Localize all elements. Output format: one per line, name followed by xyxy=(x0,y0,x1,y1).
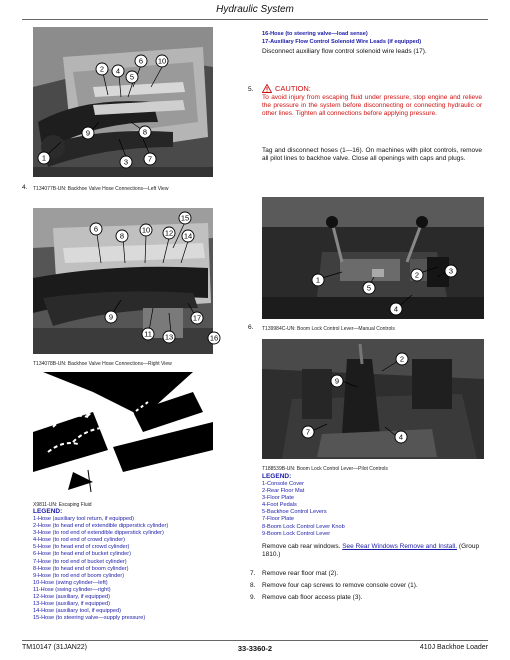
svg-text:6: 6 xyxy=(93,224,99,234)
callout-4 xyxy=(112,65,124,77)
callout-9 xyxy=(331,375,343,387)
figure-right-caption: T134078B-UN: Backhoe Valve Hose Connections—Right View xyxy=(33,361,172,367)
footer-rule xyxy=(22,640,488,641)
svg-text:11: 11 xyxy=(144,329,152,339)
legend-left-item: 15-Hose (to steering valve—supply pressure) xyxy=(33,615,146,622)
svg-text:9: 9 xyxy=(334,376,340,386)
figure-pilot-controls-caption: T188539B-UN: Boom Lock Control Lever—Pilot Controls xyxy=(262,466,388,472)
callout-6 xyxy=(135,55,147,67)
figure-pilot-callouts xyxy=(262,339,484,459)
callout-8 xyxy=(116,230,128,242)
legend-right-title: LEGEND: xyxy=(262,473,292,480)
svg-text:4: 4 xyxy=(398,432,404,442)
svg-text:12: 12 xyxy=(164,228,174,238)
callout-5 xyxy=(363,282,375,294)
callout-4 xyxy=(395,431,407,443)
svg-text:7: 7 xyxy=(305,427,311,437)
figure-right-view-photo xyxy=(33,208,213,354)
tag-disconnect-paragraph: Tag and disconnect hoses (1—16). On machines with pilot controls, remove all pilot lines to backhoe valve. Close all openings with caps and plugs. xyxy=(262,147,482,163)
figure-manual-controls-caption: T139984C-UN: Boom Lock Control Lever—Manual Controls xyxy=(262,326,395,332)
callout-3 xyxy=(445,265,457,277)
remove-cab-windows-text: Remove cab rear windows. xyxy=(262,543,341,550)
svg-text:5: 5 xyxy=(129,72,135,82)
svg-text:1: 1 xyxy=(41,153,47,163)
legend-left-item: 2-Hose (to head end of extendible dipperstick cylinder) xyxy=(33,523,169,530)
svg-text:4: 4 xyxy=(393,304,399,314)
step-8-number: 8. xyxy=(250,582,256,589)
callout-3 xyxy=(120,156,132,168)
legend-right-item: 7-Floor Plate xyxy=(262,516,295,523)
legend-left-title: LEGEND: xyxy=(33,508,63,515)
svg-text:2: 2 xyxy=(414,270,420,280)
svg-text:6: 6 xyxy=(138,56,144,66)
legend-left-item: 5-Hose (to head end of crowd cylinder) xyxy=(33,544,130,551)
legend-left-item: 11-Hose (swing cylinder—right) xyxy=(33,586,111,593)
callout-15 xyxy=(179,212,191,224)
figure-escaping-fluid-caption: X9811-UN: Escaping Fluid xyxy=(33,502,92,508)
callout-12 xyxy=(163,227,175,239)
callout-11 xyxy=(142,328,154,340)
footer-machine-name: 410J Backhoe Loader xyxy=(419,644,488,651)
figure-pilot-controls-photo xyxy=(262,339,484,459)
legend-left-item: 9-Hose (to rod end of boom cylinder) xyxy=(33,572,125,579)
svg-text:2: 2 xyxy=(99,64,105,74)
callout-2 xyxy=(396,353,408,365)
callout-1 xyxy=(38,152,50,164)
warning-triangle-icon xyxy=(262,84,272,93)
figure-left-view-photo xyxy=(33,27,213,177)
legend-left-item: 4-Hose (to rod end of crowd cylinder) xyxy=(33,537,126,544)
step-9-number: 9. xyxy=(250,594,256,601)
legend-right-item: 2-Rear Floor Mat xyxy=(262,488,305,495)
svg-text:7: 7 xyxy=(147,154,153,164)
callout-6 xyxy=(90,223,102,235)
step-number-6: 6. xyxy=(248,324,254,331)
callout-14 xyxy=(182,230,194,242)
legend-left-item: 14-Hose (auxiliary tool, if equipped) xyxy=(33,608,121,615)
callout-7 xyxy=(302,426,314,438)
legend-left-item: 12-Hose (auxiliary, if equipped) xyxy=(33,594,111,601)
legend-left-item: 13-Hose (auxiliary, if equipped) xyxy=(33,601,111,608)
disconnect-instruction: Disconnect auxiliary flow control solenoid wire leads (17). xyxy=(262,48,427,55)
legend-right-item: 4-Foot Pedals xyxy=(262,502,297,509)
caution-body: To avoid injury from escaping fluid under pressure, stop engine and relieve the pressure in the system before disconnecting or connecting hydraulic or other lines. Tighten all connections before applying pressure. xyxy=(262,94,482,118)
callout-4 xyxy=(390,303,402,315)
figure-manual-controls-photo xyxy=(262,197,484,319)
legend-left-item: 1-Hose (auxiliary tool return, if equipped) xyxy=(33,516,135,522)
legend-right-item: 8-Boom Lock Control Lever Knob xyxy=(262,523,345,530)
callout-10 xyxy=(156,55,168,67)
legend-right-item: 3-Floor Plate xyxy=(262,495,295,502)
legend-right-item: 1-Console Cover xyxy=(262,481,304,487)
group-reference: (Group 1810.) xyxy=(262,543,480,559)
rear-windows-link[interactable]: See Rear Windows Remove and Install. xyxy=(342,543,458,550)
legend-right-item: 5-Backhoe Control Levers xyxy=(262,509,327,516)
callout-9 xyxy=(82,127,94,139)
svg-text:2: 2 xyxy=(399,354,405,364)
callout-1 xyxy=(312,274,324,286)
step-8-text: Remove four cap screws to remove console cover (1). xyxy=(262,582,418,589)
svg-text:3: 3 xyxy=(123,157,129,167)
svg-text:10: 10 xyxy=(157,56,167,66)
legend-cont-item-16: 16-Hose (to steering valve—load sense) xyxy=(262,31,368,37)
svg-text:14: 14 xyxy=(183,231,193,241)
svg-text:3: 3 xyxy=(448,266,454,276)
svg-text:1: 1 xyxy=(315,275,321,285)
svg-text:15: 15 xyxy=(180,213,190,223)
callout-16 xyxy=(204,328,224,348)
footer-doc-id: TM10147 (31JAN22) xyxy=(22,644,87,651)
svg-text:4: 4 xyxy=(115,66,121,76)
step-9-text: Remove cab floor access plate (3). xyxy=(262,594,363,601)
svg-text:16: 16 xyxy=(209,333,219,343)
callout-17 xyxy=(191,312,203,324)
svg-text:5: 5 xyxy=(366,283,372,293)
callout-7 xyxy=(144,153,156,165)
legend-left-item: 6-Hose (to head end of bucket cylinder) xyxy=(33,551,131,558)
svg-text:8: 8 xyxy=(119,231,125,241)
callout-2 xyxy=(411,269,423,281)
callout-5 xyxy=(126,71,138,83)
svg-text:9: 9 xyxy=(108,312,114,322)
remove-cab-windows-instruction xyxy=(262,543,482,559)
caution-block xyxy=(262,84,482,119)
legend-left-item: 10-Hose (swing cylinder—left) xyxy=(33,579,108,586)
header-rule xyxy=(22,19,488,20)
step-number-5: 5. xyxy=(248,86,254,93)
footer-page-number: 33-3360-2 xyxy=(237,644,273,653)
figure-right-callouts xyxy=(33,208,213,354)
legend-left xyxy=(33,508,223,622)
svg-text:9: 9 xyxy=(85,128,91,138)
callout-10 xyxy=(140,224,152,236)
legend-left-item: 8-Hose (to head end of boom cylinder) xyxy=(33,565,129,572)
callout-2 xyxy=(96,63,108,75)
svg-text:10: 10 xyxy=(141,225,151,235)
legend-right-item: 9-Boom Lock Control Lever xyxy=(262,530,331,537)
figure-left-callouts xyxy=(33,27,213,177)
escaping-fluid-illustration xyxy=(33,372,213,500)
svg-text:17: 17 xyxy=(192,313,202,323)
callout-13 xyxy=(163,331,175,343)
legend-cont-item-17: 17-Auxiliary Flow Control Solenoid Wire Leads (if equipped) xyxy=(262,39,422,45)
callout-8 xyxy=(139,126,151,138)
figure-left-caption: T134077B-UN: Backhoe Valve Hose Connections—Left View xyxy=(33,186,169,192)
callout-9 xyxy=(105,311,117,323)
legend-left-item: 7-Hose (to rod end of bucket cylinder) xyxy=(33,558,127,565)
step-number-4: 4. xyxy=(22,184,28,191)
svg-text:8: 8 xyxy=(142,127,148,137)
legend-right-list xyxy=(262,481,482,538)
step-7-text: Remove rear floor mat (2). xyxy=(262,570,339,577)
caution-title: CAUTION: xyxy=(275,84,311,93)
svg-text:13: 13 xyxy=(164,332,174,342)
legend-left-list xyxy=(33,516,223,622)
figure-manual-callouts xyxy=(262,197,484,319)
legend-right xyxy=(262,473,482,538)
step-7-number: 7. xyxy=(250,570,256,577)
legend-left-item: 3-Hose (to rod end of extendible dipperstick cylinder) xyxy=(33,530,164,537)
page-header-title: Hydraulic System xyxy=(216,4,294,15)
